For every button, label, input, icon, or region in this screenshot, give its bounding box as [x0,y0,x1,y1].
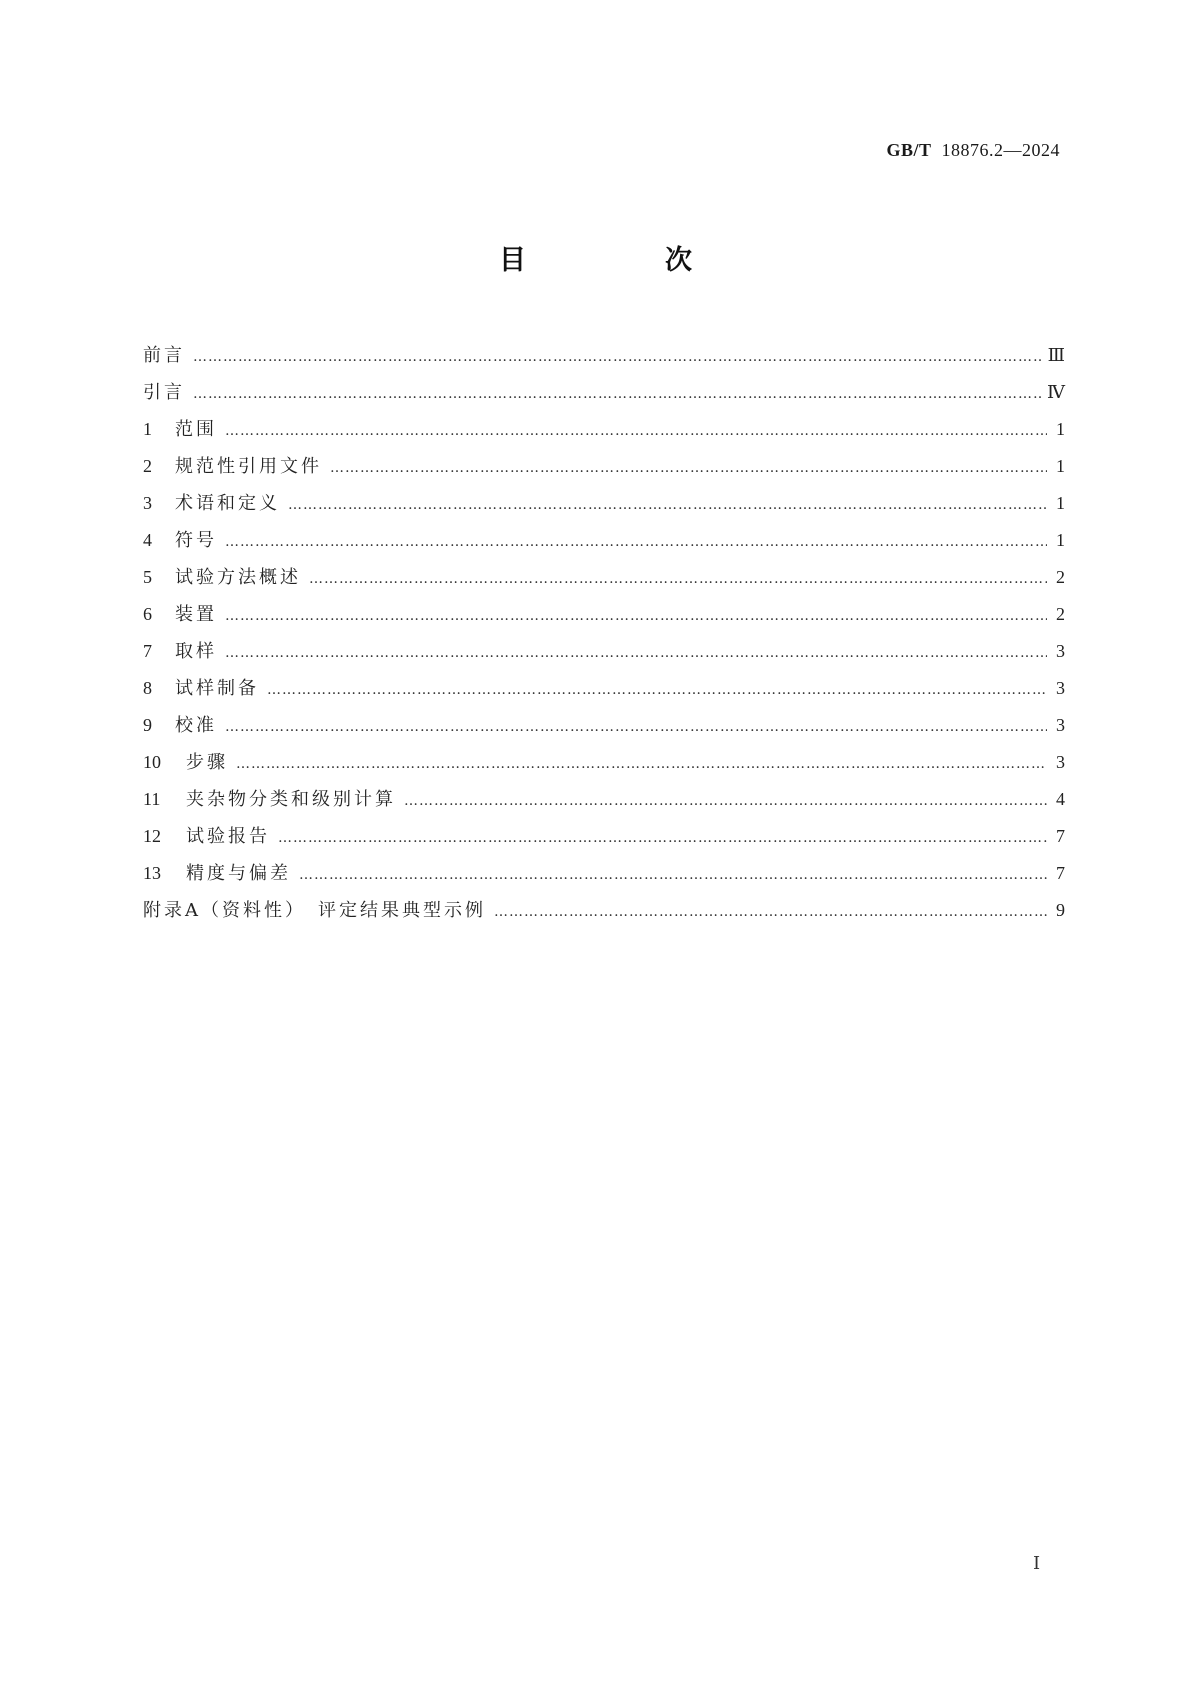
toc-entry-page: 7 [1056,863,1065,883]
toc-leader-dots [225,420,1047,442]
standard-number: 18876.2—2024 [941,140,1060,160]
toc-entry-title: 前言 [143,345,185,366]
toc-leader-dots [193,346,1042,368]
toc-entry-4[interactable] [143,529,1065,566]
table-of-contents [143,344,1065,936]
toc-entry-13[interactable] [143,862,1065,899]
toc-entry-title: 规范性引用文件 [175,456,322,477]
toc-leader-dots [299,864,1047,886]
toc-entry-introduction[interactable] [143,381,1065,418]
toc-entry-page: 3 [1056,641,1065,661]
toc-leader-dots [193,383,1041,405]
toc-entry-number: 9 [143,715,152,735]
toc-entry-number: 1 [143,419,152,439]
toc-entry-page: 3 [1056,752,1065,772]
toc-entry-10[interactable] [143,751,1065,788]
toc-entry-3[interactable] [143,492,1065,529]
toc-entry-8[interactable] [143,677,1065,714]
toc-entry-number: 8 [143,678,152,698]
toc-entry-number: 5 [143,567,152,587]
toc-leader-dots [267,679,1047,701]
toc-leader-dots [225,716,1047,738]
toc-entry-title: 符号 [175,530,217,551]
toc-entry-page: 1 [1056,493,1065,513]
toc-entry-11[interactable] [143,788,1065,825]
toc-leader-dots [494,901,1047,923]
toc-entry-title: 引言 [143,382,185,403]
toc-entry-number: 12 [143,826,161,846]
toc-entry-1[interactable] [143,418,1065,455]
toc-entry-page: 9 [1056,900,1065,920]
toc-entry-page: 1 [1056,419,1065,439]
toc-entry-page: Ⅳ [1047,382,1065,402]
toc-entry-title: 夹杂物分类和级别计算 [186,789,396,810]
toc-entry-2[interactable] [143,455,1065,492]
toc-entry-page: 1 [1056,530,1065,550]
toc-entry-number: 13 [143,863,161,883]
toc-entry-title: 校准 [175,715,217,736]
toc-entry-number: 2 [143,456,152,476]
toc-leader-dots [225,531,1047,553]
toc-entry-title: 试样制备 [175,678,259,699]
toc-entry-title: 精度与偏差 [186,863,291,884]
toc-leader-dots [309,568,1047,590]
toc-entry-number: 3 [143,493,152,513]
page-number: Ⅰ [1033,1553,1041,1573]
toc-entry-page: 2 [1056,567,1065,587]
toc-entry-page: 3 [1056,678,1065,698]
toc-entry-title: 装置 [175,604,217,625]
toc-heading: 目 次 [499,245,748,276]
toc-entry-page: 2 [1056,604,1065,624]
toc-entry-number: 7 [143,641,152,661]
standard-prefix: GB/T [886,140,932,160]
toc-leader-dots [236,753,1047,775]
toc-entry-title: 试验报告 [186,826,270,847]
toc-entry-9[interactable] [143,714,1065,751]
toc-leader-dots [288,494,1047,516]
toc-entry-foreword[interactable] [143,344,1065,381]
toc-leader-dots [225,605,1047,627]
toc-entry-page: Ⅲ [1047,345,1065,365]
toc-entry-7[interactable] [143,640,1065,677]
toc-entry-number: 10 [143,752,161,772]
toc-entry-title: 术语和定义 [175,493,280,514]
toc-entry-title: 步骤 [186,752,228,773]
toc-entry-annex-a[interactable] [143,899,1065,936]
toc-entry-page: 1 [1056,456,1065,476]
toc-entry-5[interactable] [143,566,1065,603]
standard-code [886,140,1060,161]
toc-entry-number: 4 [143,530,152,550]
toc-entry-page: 3 [1056,715,1065,735]
toc-entry-number: 11 [143,789,161,809]
toc-leader-dots [225,642,1047,664]
toc-entry-number: 6 [143,604,152,624]
toc-entry-12[interactable] [143,825,1065,862]
toc-entry-6[interactable] [143,603,1065,640]
toc-entry-page: 7 [1056,826,1065,846]
toc-entry-title: 附录A（资料性） 评定结果典型示例 [143,900,486,921]
toc-leader-dots [330,457,1047,479]
toc-leader-dots [404,790,1047,812]
toc-entry-title: 取样 [175,641,217,662]
toc-leader-dots [278,827,1047,849]
toc-entry-title: 试验方法概述 [175,567,301,588]
toc-entry-title: 范围 [175,419,217,440]
toc-entry-page: 4 [1056,789,1065,809]
